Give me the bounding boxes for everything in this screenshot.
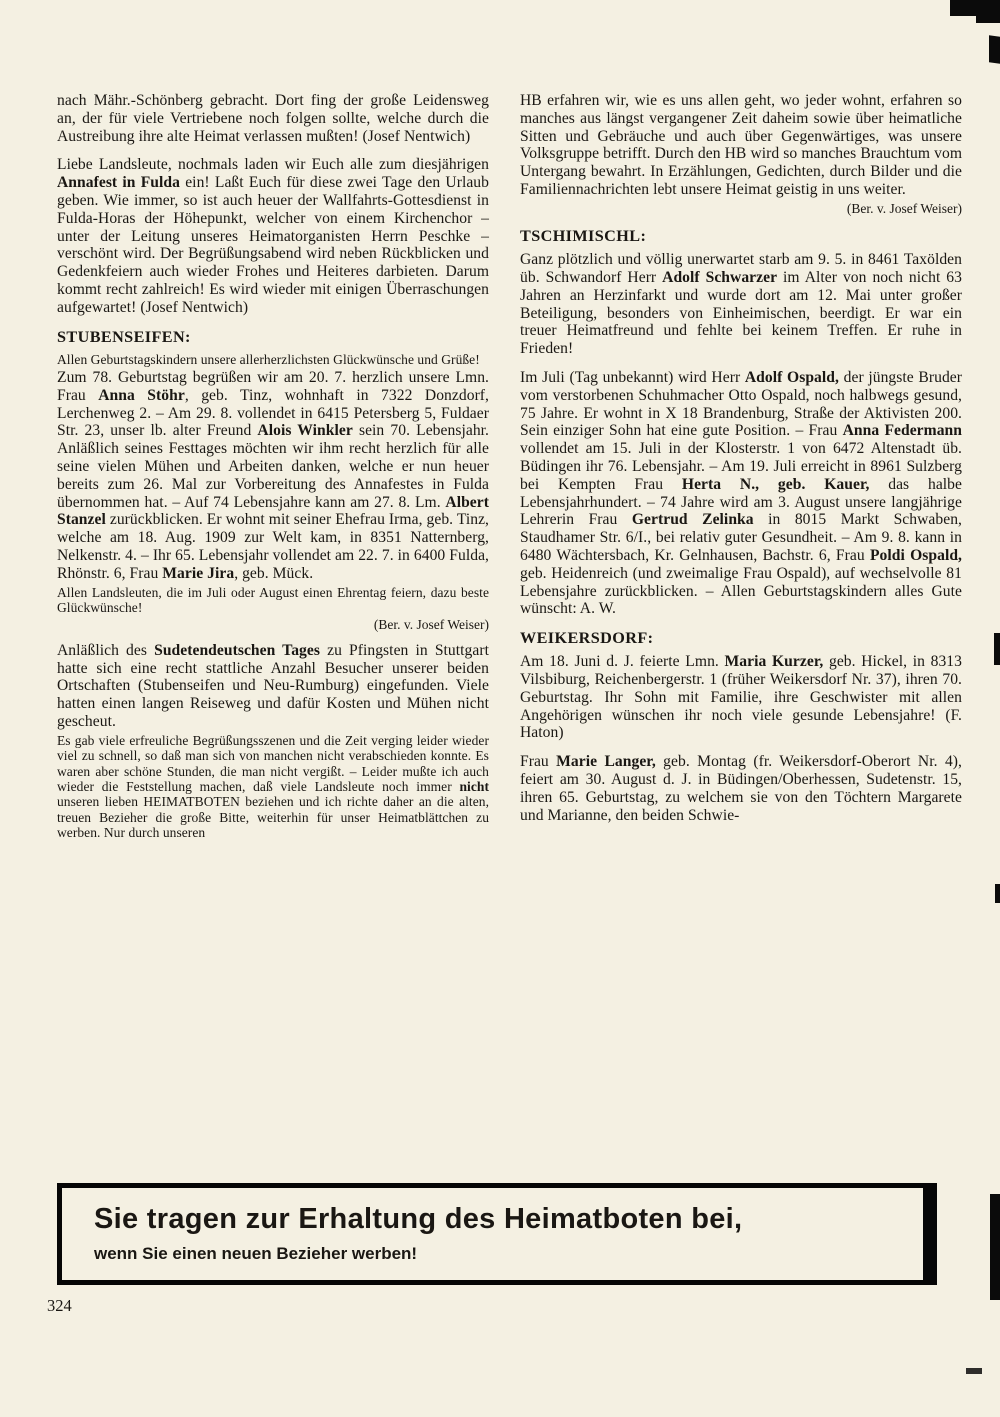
section-heading: WEIKERSDORF: xyxy=(520,629,654,648)
banner-subline: wenn Sie einen neuen Bezieher werben! xyxy=(94,1244,418,1263)
paragraph: Allen Landsleuten, die im Juli oder August einen Ehrentag feiern, dazu beste Glückwünsche! xyxy=(57,584,489,615)
paragraph: nach Mähr.-Schönberg gebracht. Dort fing der große Leidensweg an, der für viele Vertriebene noch folgen sollte, welche durch die Austreibung ihre alte Heimat verlassen mußten! (Josef Nentwich) xyxy=(57,92,489,145)
column-right xyxy=(520,92,962,835)
paragraph: HB erfahren wir, wie es uns allen geht, wo jeder wohnt, erfahren so manches aus längst vergangener Zeit daheim sowie über heimatliche Sitten und Gebräuche und auch über Gegenwärtiges, was unsere Volksgruppe betrifft. Durch den HB wird so manches Brauchtum vom Untergang bewahrt. In Erzählungen, Gedichten, durch Bilder und die Familiennachrichten lebt unsere Heimat geistig in uns weiter. xyxy=(520,92,962,198)
paragraph: Anläßlich des Sudetendeutschen Tages zu Pfingsten in Stuttgart hatte sich eine recht stattliche Anzahl Besucher unserer beiden Ortschaften (Stubenseifen und Neu-Rumburg) eingefunden. Viele hatten einen langen Reiseweg und dafür Kosten und Mühen nicht gescheut. xyxy=(57,641,489,730)
section-heading: STUBENSEIFEN: xyxy=(57,327,191,346)
banner-headline: Sie tragen zur Erhaltung des Heimatboten bei, xyxy=(94,1203,743,1235)
paragraph: Am 18. Juni d. J. feierte Lmn. Maria Kurzer, geb. Hickel, in 8313 Vilsbiburg, Reichenbergerstr. 1 (früher Weikersdorf Nr. 37), ihren 70. Geburtstag. Ihr Sohn mit Familie, ihre Geschwister mit allen Angehörigen wünschen ihr noch viele gesunde Lebensjahre! (F. Haton) xyxy=(520,653,962,742)
paragraph: Im Juli (Tag unbekannt) wird Herr Adolf Ospald, der jüngste Bruder vom verstorbenen Schuhmacher Otto Ospald, noch halbwegs gesund, 75 Jahre. Er wohnt in X 18 Brandenburg, Straße der Aktivisten 200. Sein einziger Sohn hat eine gute Position. – Frau Anna Federmann vollendet am 15. Juli in der Klosterstr. 1 von 6472 Altenstadt üb. Büdingen ihr 76. Lebensjahr. – Am 19. Juli erreicht in 8961 Sulzberg bei Kempten Frau Herta N., geb. Kauer, das halbe Lebensjahrhundert. – 74 Jahre wird am 3. August unsere langjährige Lehrerin Frau Gertrud Zelinka in 8015 Markt Schwaben, Staudhamer Str. 6/I., bei relativ guter Gesundheit. – Am 9. 8. kann in 6480 Wächtersbach, Kr. Gelnhausen, Bachstr. 6, Frau Poldi Ospald, geb. Heidenreich (und zweimalige Frau Ospald), auf wechselvolle 81 Lebensjahre zurückblicken. – Allen Geburtstagskindern alles Gute wünscht: A. W. xyxy=(520,368,963,618)
scan-artifact-corner-2 xyxy=(976,14,1000,23)
paragraph: Frau Marie Langer, geb. Montag (fr. Weikersdorf-Oberort Nr. 4), feiert am 30. August d. J. in Büdingen/Oberhessen, Sudetenstr. 15, ihren 65. Geburtstag, zu welchem sie von den Töchtern Margarete und Marianne, den beiden Schwie- xyxy=(520,753,962,824)
byline: (Ber. v. Josef Weiser) xyxy=(373,617,489,633)
byline: (Ber. v. Josef Weiser) xyxy=(846,200,962,216)
scan-artifact-corner xyxy=(950,0,1000,16)
paragraph: Allen Geburtstagskindern unsere allerherzlichsten Glückwünsche und Grüße! xyxy=(57,351,480,367)
paragraph: Liebe Landsleute, nochmals laden wir Euch alle zum diesjährigen Annafest in Fulda ein! Laßt Euch für diese zwei Tage den Urlaub geben. Wie immer, so ist auch heuer der Wallfahrts-Gottesdienst in Fulda-Horas der Höhepunkt, welcher von einem Kirchenchor – unter der Leitung unseres Heimatorganisten Herrn Peschke – verschönt wird. Der Begrüßungsabend wird neben Rückblicken und Gedenkfeiern auch wieder Frohes und Heiteres darbieten. Darum kommt recht zahlreich! Es wird wieder mit einigen Überraschungen aufgewartet! (Josef Nentwich) xyxy=(57,156,489,316)
scan-artifact-bottom-mark xyxy=(966,1368,982,1374)
scan-artifact-edge-dash-2 xyxy=(995,884,1000,903)
paragraph: Es gab viele erfreuliche Begrüßungsszenen und die Zeit verging leider wieder viel zu schnell, so daß man sich von manchen nicht verabschieden konnte. Es waren aber schöne Stunden, die man nicht vergißt. – Leider mußte ich auch wieder die Feststellung machen, daß viele Landsleute noch immer nicht unseren lieben HEIMATBOTEN beziehen und ich richte daher an die alten, treuen Bezieher die große Bitte, weiterhin für unser Heimatblättchen zu werben. Nur durch unseren xyxy=(57,732,489,841)
section-heading: TSCHIMISCHL: xyxy=(520,227,647,246)
paragraph: Ganz plötzlich und völlig unerwartet starb am 9. 5. in 8461 Taxölden üb. Schwandorf Herr Adolf Schwarzer im Alter von noch nicht 63 Jahren an Herzinfarkt und wurde dort am 12. Mai unter großer Beteiligung, besonders von Einheimischen, beerdigt. Er war ein treuer Heimatfreund und fehlte bei keinem Treffen. Er ruhe in Frieden! xyxy=(520,251,963,358)
scan-artifact-edge-bar xyxy=(990,1194,1000,1300)
paragraph: Zum 78. Geburtstag begrüßen wir am 20. 7. herzlich unsere Lmn. Frau Anna Stöhr, geb. Tinz, wohnhaft in 7322 Donzdorf, Lerchenweg 2. – Am 29. 8. vollendet in 6415 Petersberg 5, Fuldaer Str. 23, unser lb. alter Freund Alois Winkler sein 70. Lebensjahr. Anläßlich seines Festtages möchten wir ihm recht herzlich für alle seine vielen Mühen und Arbeiten danken, welche er nun heuer bereits zum 26. Mal zur Vorbereitung des Annafestes in Fulda übernommen hat. – Auf 74 Lebensjahre kann am 27. 8. Lm. Albert Stanzel zurückblicken. Er wohnt mit seiner Ehefrau Irma, geb. Tinz, welche am 18. Aug. 1909 zur Welt kam, in 8351 Natternberg, Nelkenstr. 4. – Ihr 65. Lebensjahr vollendet am 22. 7. in 6400 Fulda, Rhönstr. 6, Frau Marie Jira, geb. Mück. xyxy=(57,368,490,582)
subscription-banner xyxy=(57,1183,937,1285)
scan-artifact-edge-tick xyxy=(989,35,1000,64)
column-left xyxy=(57,92,489,852)
page-number: 324 xyxy=(47,1296,72,1315)
scan-artifact-edge-dash xyxy=(994,633,1000,665)
